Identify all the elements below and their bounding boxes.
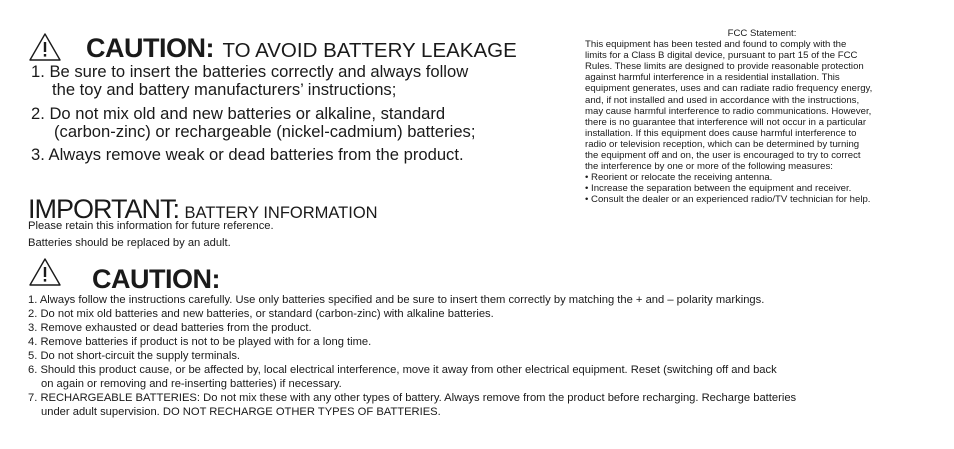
caution-item-2: 2. Do not mix old and new batteries or alkaline, standard (carbon-zinc) or rechargeable (nickel-cadmium) batteries;	[31, 104, 476, 141]
warning-triangle-icon	[28, 257, 62, 287]
important-line-1: Please retain this information for future reference.	[28, 220, 274, 232]
caution-bottom-item-2: 2. Do not mix old batteries and new batteries, or standard (carbon-zinc) with alkaline batteries.	[28, 308, 494, 320]
fcc-line: the equipment off and on, the user is encouraged to try to correct	[585, 150, 861, 162]
caution-item-3: 3. Always remove weak or dead batteries from the product.	[31, 145, 464, 164]
caution-title: CAUTION:	[86, 33, 214, 63]
caution-bottom-item-6: 6. Should this product cause, or be affected by, local electrical interference, move it away from other electrical equipment. Reset (switching off and back	[28, 364, 777, 376]
caution-bottom-item-7: 7. RECHARGEABLE BATTERIES: Do not mix these with any other types of battery. Always remove from the product before recharging. Recharge batteries	[28, 392, 797, 404]
caution-subtitle: TO AVOID BATTERY LEAKAGE	[222, 39, 517, 62]
fcc-line: and, if not installed and used in accordance with the instructions,	[585, 94, 860, 106]
caution-title-bottom: CAUTION:	[92, 264, 220, 294]
fcc-line: the interference by one or more of the following measures:	[585, 161, 833, 173]
fcc-line: equipment generates, uses and can radiate radio frequency energy,	[585, 83, 873, 95]
fcc-line: Rules. These limits are designed to provide reasonable protection	[585, 61, 864, 73]
fcc-bullet: • Consult the dealer or an experienced radio/TV technician for help.	[585, 194, 871, 206]
fcc-line: against harmful interference in a residential installation. This	[585, 72, 840, 84]
caution-bottom-item-5: 5. Do not short-circuit the supply terminals.	[28, 350, 241, 362]
fcc-bullet: • Reorient or relocate the receiving antenna.	[585, 172, 773, 184]
caution-list-bottom	[28, 293, 938, 419]
fcc-line: This equipment has been tested and found to comply with the	[585, 39, 847, 51]
caution-bottom-item-1: 1. Always follow the instructions carefully. Use only batteries specified and be sure to insert them correctly by matching the + and – polarity markings.	[28, 294, 765, 306]
caution-bottom-item-6-cont: on again or removing and re-inserting batteries) if necessary.	[41, 378, 342, 390]
fcc-statement	[585, 28, 935, 206]
warning-triangle-icon	[28, 32, 62, 62]
fcc-line: installation. If this equipment does cause harmful interference to	[585, 127, 857, 139]
caution-item-1: 1. Be sure to insert the batteries correctly and always follow the toy and battery manufacturers’ instructions;	[31, 62, 469, 99]
fcc-line: may cause harmful interference to radio communications. However,	[585, 105, 872, 117]
important-title: IMPORTANT:	[28, 194, 180, 224]
fcc-bullet: • Increase the separation between the equipment and receiver.	[585, 183, 852, 195]
caution-bottom-item-7-cont: under adult supervision. DO NOT RECHARGE OTHER TYPES OF BATTERIES.	[41, 406, 441, 418]
caution-bottom-item-4: 4. Remove batteries if product is not to be played with for a long time.	[28, 336, 372, 348]
important-line-2: Batteries should be replaced by an adult.	[28, 237, 231, 249]
fcc-line: there is no guarantee that interference will not occur in a particular	[585, 116, 867, 128]
caution-bottom-item-3: 3. Remove exhausted or dead batteries from the product.	[28, 322, 312, 334]
fcc-line: limits for a Class B digital device, pursuant to part 15 of the FCC	[585, 50, 858, 62]
important-subtitle: BATTERY INFORMATION	[184, 204, 378, 222]
fcc-line: radio or television reception, which can be determined by turning	[585, 138, 860, 150]
fcc-heading: FCC Statement:	[727, 28, 797, 39]
